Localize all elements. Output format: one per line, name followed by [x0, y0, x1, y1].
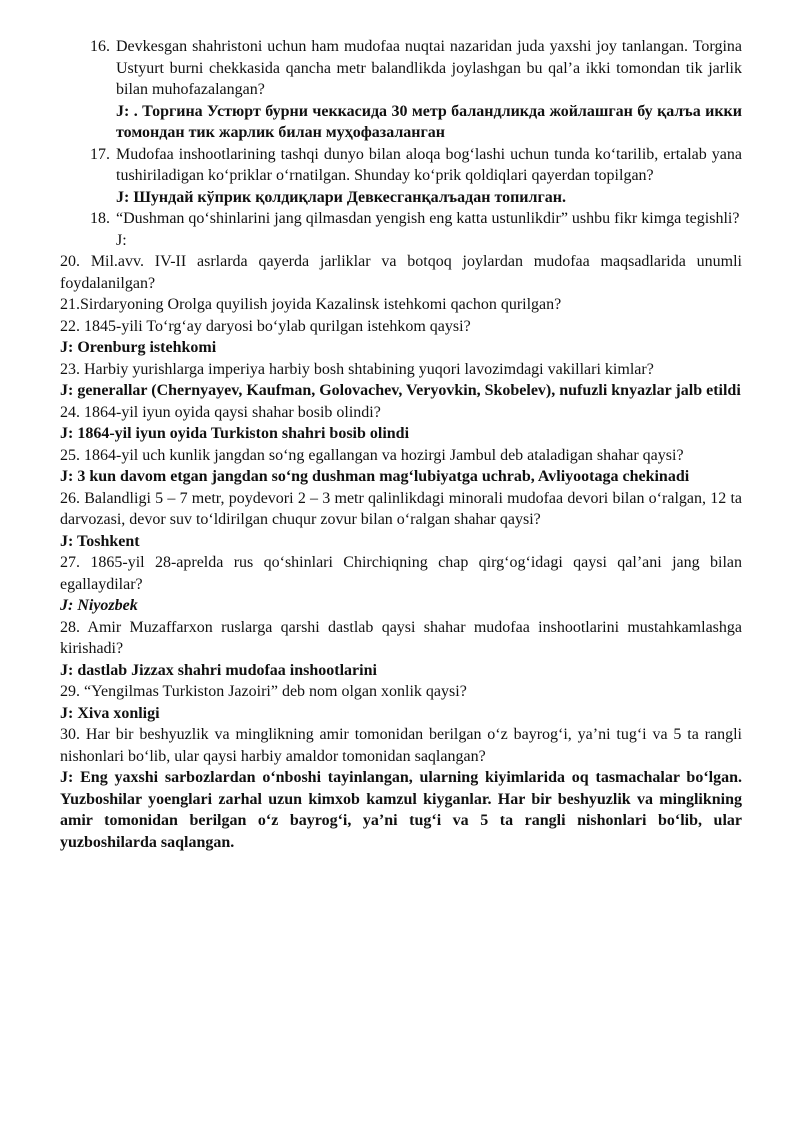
answer-28: J: dastlab Jizzax shahri mudofaa inshootlarini — [60, 661, 377, 679]
question-24-text: 24. 1864-yil iyun oyida qaysi shahar bosib olindi? — [60, 403, 381, 421]
question-16-number: 16. — [90, 38, 110, 55]
question-17-text: Mudofaa inshootlarining tashqi dunyo bilan aloqa bog‘lashi uchun tunda ko‘tarilib, ertalab yana tushiriladigan ko‘priklar o‘rnatilgan. Shunday ko‘prik qoldiqlari qayerdan topilgan? — [116, 145, 742, 184]
answer-22: J: Orenburg istehkomi — [60, 339, 217, 356]
question-17 — [66, 144, 742, 209]
question-16 — [66, 36, 742, 144]
question-17-number: 17. — [90, 145, 110, 163]
question-25-text: 25. 1864-yil uch kunlik jangdan so‘ng egallangan va hozirgi Jambul deb ataladigan shahar qaysi? — [60, 446, 684, 464]
question-18-number: 18. — [90, 210, 110, 227]
answer-24: J: 1864-yil iyun oyida Turkiston shahri bosib olindi — [60, 425, 410, 442]
question-18-text: “Dushman qo‘shinlarini jang qilmasdan yengish eng katta ustunlikdir” ushbu fikr kimga tegishli? — [116, 210, 740, 227]
answer-29: J: Xiva xonligi — [60, 704, 160, 722]
answer-16: J: . Торгина Устюрт бурни чеккасида 30 метр баландликда жойлашган бу қалъа икки томондан тик жарлик билан муҳофазаланган — [116, 102, 742, 141]
question-28-text: 28. Amir Muzaffarxon ruslarga qarshi dastlab qaysi shahar mudofaa inshootlarini mustahkamlashga kirishadi? — [60, 618, 742, 657]
question-18 — [66, 208, 742, 251]
question-27-text: 27. 1865-yil 28-aprelda rus qo‘shinlari Chirchiqning chap qirg‘og‘idagi qaysi qal’ani jang bilan egallaydilar? — [60, 554, 742, 593]
answer-23: J: generallar (Chernyayev, Kaufman, Golovachev, Veryovkin, Skobelev), nufuzli knyazlar jalb etildi — [60, 382, 741, 399]
answer-25: J: 3 kun davom etgan jangdan so‘ng dushman mag‘lubiyatga uchrab, Avliyootaga chekinadi — [60, 468, 690, 485]
numbered-list — [66, 36, 742, 251]
question-26-text: 26. Balandligi 5 – 7 metr, poydevori 2 – 3 metr qalinlikdagi minorali mudofaa devori bilan o‘ralgan, 12 ta darvozasi, devor suv to‘ldirilgan chuqur zovur bilan o‘ralgan shahar qaysi? — [60, 489, 742, 528]
question-30-text: 30. Har bir beshyuzlik va minglikning amir tomonidan berilgan o‘z bayrog‘i, ya’ni tug‘i va 5 ta rangli nishonlari bo‘lib, ular qaysi harbiy amaldor tomonidan saqlangan? — [60, 726, 742, 765]
question-20-text: 20. Mil.avv. IV-II asrlarda qayerda jarliklar va botqoq joylardan mudofaa maqsadlarida unumli foydalanilgan? — [60, 253, 742, 292]
question-23-text: 23. Harbiy yurishlarga imperiya harbiy bosh shtabining yuqori lavozimdagi vakillari kimlar? — [60, 360, 654, 378]
answer-26: J: Toshkent — [60, 532, 140, 550]
question-29-text: 29. “Yengilmas Turkiston Jazoiri” deb nom olgan xonlik qaysi? — [60, 683, 467, 700]
answer-18: J: — [116, 231, 127, 249]
answer-30: J: Eng yaxshi sarbozlardan o‘nboshi tayinlangan, ularning kiyimlarida oq tasmachalar bo‘lgan. Yuzboshilar yoenglari zarhal uzun kimxob kamzul kiyganlar. Har bir beshyuzlik va minglikning amir tomonidan berilgan o‘z bayrog‘i, ya’ni tug‘i va 5 ta rangli nishonlari bo‘lib, ular yuzboshilarda saqlangan. — [60, 769, 742, 851]
question-16-text: Devkesgan shahristoni uchun ham mudofaa nuqtai nazaridan juda yaxshi joy tanlangan. Torgina Ustyurt burni chekkasida qancha metr balandlikda joylashgan bu qal’a ikki tomondan tik jarlik bilan muhofazalangan? — [116, 38, 742, 98]
answer-17: J: Шундай кўприк қолдиқлари Девкесганқалъадан топилган. — [116, 188, 566, 206]
question-22-text: 22. 1845-yili To‘rg‘ay daryosi bo‘ylab qurilgan istehkom qaysi? — [60, 317, 471, 335]
question-21-text: 21.Sirdaryoning Orolga quyilish joyida Kazalinsk istehkomi qachon qurilgan? — [60, 296, 562, 313]
answer-27: J: Niyozbek — [60, 597, 138, 614]
